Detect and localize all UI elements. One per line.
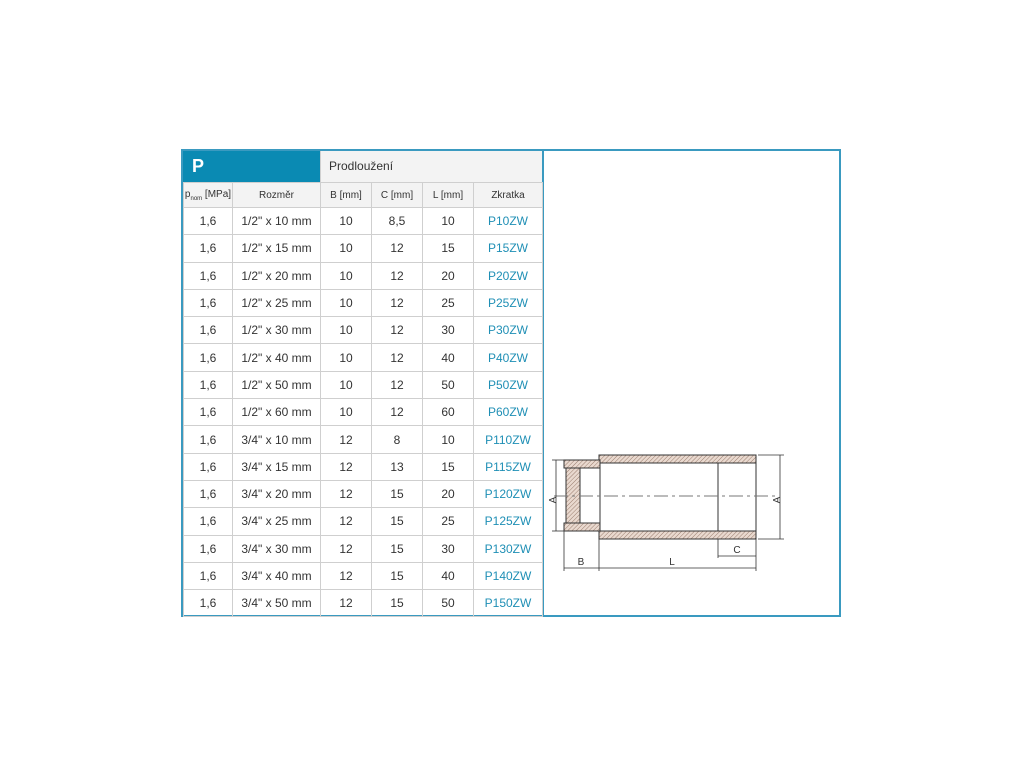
cell-code: P130ZW — [474, 535, 543, 562]
table-header-bar — [183, 151, 542, 182]
table-row — [184, 562, 543, 589]
cell-l: 15 — [423, 235, 474, 262]
product-title: Prodloužení — [320, 151, 542, 182]
cell-l: 50 — [423, 590, 474, 617]
table-row — [184, 535, 543, 562]
technical-drawing — [544, 151, 839, 615]
product-table-panel — [183, 151, 544, 617]
cell-b: 10 — [321, 344, 372, 371]
cell-l: 25 — [423, 289, 474, 316]
table-row — [184, 371, 543, 398]
table-row — [184, 289, 543, 316]
cell-b: 12 — [321, 590, 372, 617]
dim-label-l: L — [669, 557, 675, 568]
cell-size: 1/2" x 60 mm — [233, 399, 321, 426]
table-row — [184, 344, 543, 371]
cell-pressure: 1,6 — [184, 344, 233, 371]
cell-pressure: 1,6 — [184, 453, 233, 480]
cell-pressure: 1,6 — [184, 317, 233, 344]
cell-pressure: 1,6 — [184, 262, 233, 289]
cell-c: 15 — [372, 562, 423, 589]
product-frame — [181, 149, 841, 617]
cell-c: 13 — [372, 453, 423, 480]
cell-c: 12 — [372, 289, 423, 316]
cell-c: 15 — [372, 480, 423, 507]
column-header-row — [184, 183, 543, 208]
cell-code: P50ZW — [474, 371, 543, 398]
col-header-b: B [mm] — [321, 183, 372, 208]
cell-b: 12 — [321, 562, 372, 589]
cell-l: 40 — [423, 562, 474, 589]
cell-b: 12 — [321, 480, 372, 507]
table-row — [184, 208, 543, 235]
table-row — [184, 317, 543, 344]
cell-l: 10 — [423, 208, 474, 235]
cell-size: 1/2" x 50 mm — [233, 371, 321, 398]
dim-label-a-left: A — [548, 496, 559, 504]
cell-size: 1/2" x 40 mm — [233, 344, 321, 371]
cell-l: 10 — [423, 426, 474, 453]
cell-code: P115ZW — [474, 453, 543, 480]
cell-pressure: 1,6 — [184, 399, 233, 426]
cell-b: 12 — [321, 535, 372, 562]
cell-l: 20 — [423, 480, 474, 507]
cell-b: 10 — [321, 289, 372, 316]
cell-b: 10 — [321, 317, 372, 344]
cell-size: 3/4" x 50 mm — [233, 590, 321, 617]
cell-b: 12 — [321, 508, 372, 535]
dim-label-c: C — [733, 545, 741, 556]
cell-code: P15ZW — [474, 235, 543, 262]
table-row — [184, 590, 543, 617]
cell-c: 15 — [372, 590, 423, 617]
cell-b: 10 — [321, 371, 372, 398]
cell-l: 20 — [423, 262, 474, 289]
dimension-lines — [552, 455, 784, 571]
col-header-l: L [mm] — [423, 183, 474, 208]
cell-c: 8,5 — [372, 208, 423, 235]
cell-size: 1/2" x 15 mm — [233, 235, 321, 262]
cell-pressure: 1,6 — [184, 480, 233, 507]
table-row — [184, 235, 543, 262]
cell-c: 12 — [372, 344, 423, 371]
cell-code: P20ZW — [474, 262, 543, 289]
cell-pressure: 1,6 — [184, 426, 233, 453]
cell-size: 3/4" x 25 mm — [233, 508, 321, 535]
cell-code: P110ZW — [474, 426, 543, 453]
cell-b: 10 — [321, 262, 372, 289]
cell-size: 1/2" x 25 mm — [233, 289, 321, 316]
cell-b: 12 — [321, 453, 372, 480]
cell-size: 3/4" x 30 mm — [233, 535, 321, 562]
cell-pressure: 1,6 — [184, 289, 233, 316]
cell-l: 25 — [423, 508, 474, 535]
cell-pressure: 1,6 — [184, 535, 233, 562]
cell-c: 12 — [372, 262, 423, 289]
cell-c: 15 — [372, 508, 423, 535]
cell-size: 1/2" x 20 mm — [233, 262, 321, 289]
dim-label-b: B — [577, 557, 585, 568]
cell-size: 3/4" x 20 mm — [233, 480, 321, 507]
cell-code: P150ZW — [474, 590, 543, 617]
cell-pressure: 1,6 — [184, 235, 233, 262]
cell-l: 30 — [423, 535, 474, 562]
cell-code: P40ZW — [474, 344, 543, 371]
cell-b: 10 — [321, 399, 372, 426]
cell-pressure: 1,6 — [184, 508, 233, 535]
product-table — [183, 182, 543, 617]
dim-label-a-right: A — [772, 496, 783, 504]
cell-pressure: 1,6 — [184, 590, 233, 617]
cell-c: 12 — [372, 317, 423, 344]
cell-c: 12 — [372, 235, 423, 262]
cell-code: P30ZW — [474, 317, 543, 344]
cell-size: 3/4" x 10 mm — [233, 426, 321, 453]
product-category-badge: P — [183, 151, 320, 182]
cell-c: 12 — [372, 399, 423, 426]
cell-l: 60 — [423, 399, 474, 426]
cell-b: 10 — [321, 235, 372, 262]
col-header-size: Rozměr — [233, 183, 321, 208]
cell-c: 12 — [372, 371, 423, 398]
cell-code: P140ZW — [474, 562, 543, 589]
cell-size: 3/4" x 40 mm — [233, 562, 321, 589]
table-row — [184, 453, 543, 480]
fitting-outline — [554, 455, 776, 539]
col-header-c: C [mm] — [372, 183, 423, 208]
cell-pressure: 1,6 — [184, 208, 233, 235]
table-row — [184, 508, 543, 535]
cell-size: 1/2" x 30 mm — [233, 317, 321, 344]
table-row — [184, 426, 543, 453]
table-row — [184, 262, 543, 289]
cell-b: 10 — [321, 208, 372, 235]
cell-code: P125ZW — [474, 508, 543, 535]
col-header-code: Zkratka — [474, 183, 543, 208]
cell-c: 8 — [372, 426, 423, 453]
cell-size: 3/4" x 15 mm — [233, 453, 321, 480]
cell-c: 15 — [372, 535, 423, 562]
cell-l: 40 — [423, 344, 474, 371]
cell-code: P60ZW — [474, 399, 543, 426]
cell-l: 50 — [423, 371, 474, 398]
table-row — [184, 399, 543, 426]
cell-code: P25ZW — [474, 289, 543, 316]
cell-pressure: 1,6 — [184, 371, 233, 398]
cell-code: P120ZW — [474, 480, 543, 507]
cell-l: 15 — [423, 453, 474, 480]
table-row — [184, 480, 543, 507]
cell-code: P10ZW — [474, 208, 543, 235]
col-header-pnom: $p_{nom}$ [MPa] — [184, 183, 233, 208]
cell-pressure: 1,6 — [184, 562, 233, 589]
cell-l: 30 — [423, 317, 474, 344]
cell-size: 1/2" x 10 mm — [233, 208, 321, 235]
cell-b: 12 — [321, 426, 372, 453]
